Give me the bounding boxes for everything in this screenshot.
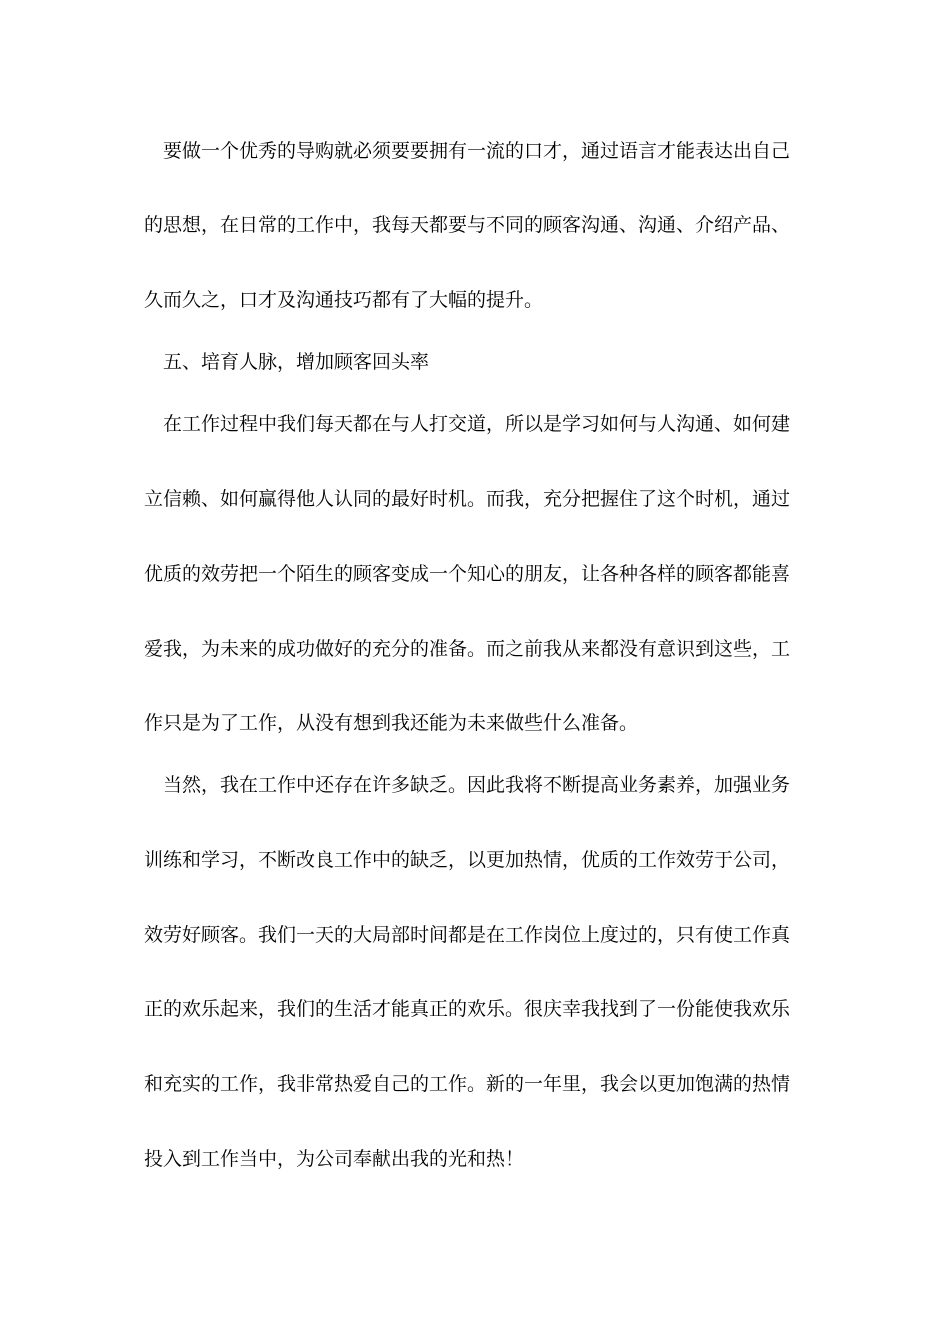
paragraph-line: 优质的效劳把一个陌生的顾客变成一个知心的朋友，让各种各样的顾客都能喜 <box>144 563 791 585</box>
paragraph-line: 正的欢乐起来，我们的生活才能真正的欢乐。很庆幸我找到了一份能使我欢乐 <box>144 998 791 1020</box>
paragraph-line: 在工作过程中我们每天都在与人打交道，所以是学习如何与人沟通、如何建 <box>163 413 791 435</box>
paragraph-line: 久而久之，口才及沟通技巧都有了大幅的提升。 <box>144 289 544 311</box>
paragraph-line: 爱我，为未来的成功做好的充分的准备。而之前我从来都没有意识到这些，工 <box>144 638 791 660</box>
paragraph-line: 训练和学习，不断改良工作中的缺乏，以更加热情，优质的工作效劳于公司， <box>144 849 791 871</box>
paragraph-line: 要做一个优秀的导购就必须要要拥有一流的口才，通过语言才能表达出自己 <box>163 140 791 162</box>
paragraph-line: 立信赖、如何赢得他人认同的最好时机。而我，充分把握住了这个时机，通过 <box>144 488 791 510</box>
paragraph-line: 效劳好顾客。我们一天的大局部时间都是在工作岗位上度过的，只有使工作真 <box>144 924 791 946</box>
paragraph-line: 作只是为了工作，从没有想到我还能为未来做些什么准备。 <box>144 712 639 734</box>
paragraph-line: 和充实的工作，我非常热爱自己的工作。新的一年里，我会以更加饱满的热情 <box>144 1073 791 1095</box>
paragraph-line: 的思想，在日常的工作中，我每天都要与不同的顾客沟通、沟通、介绍产品、 <box>144 214 791 236</box>
paragraph-line: 当然，我在工作中还存在许多缺乏。因此我将不断提高业务素养，加强业务 <box>163 774 791 796</box>
section-heading: 五、培育人脉，增加顾客回头率 <box>163 351 430 373</box>
paragraph-line: 投入到工作当中，为公司奉献出我的光和热！ <box>144 1148 525 1170</box>
